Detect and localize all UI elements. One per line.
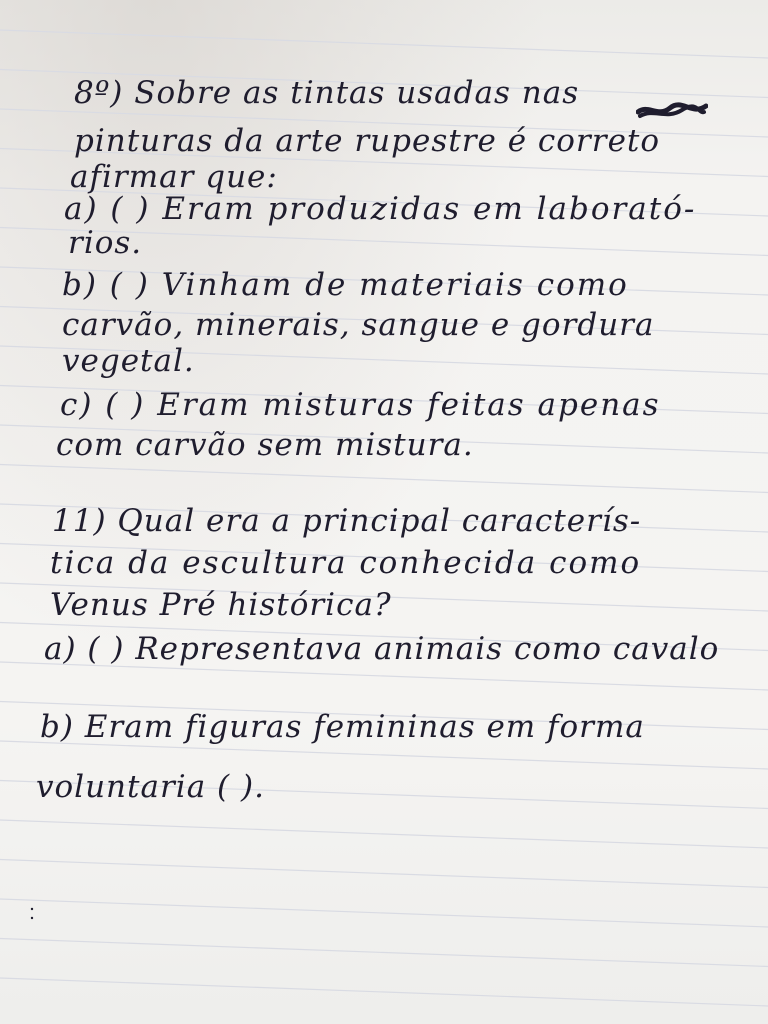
margin-ink-dots xyxy=(30,906,34,924)
option-11a-line-1: a) ( ) Representava animais como cavalo xyxy=(44,631,720,667)
question-8-line-3: afirmar que: xyxy=(70,159,278,195)
option-8c-line-2: com carvão sem mistura. xyxy=(56,427,474,463)
question-8-line-1: 8º) Sobre as tintas usadas nas xyxy=(74,75,580,111)
option-11b-line-1: b) Eram figuras femininas em forma xyxy=(40,709,645,745)
option-8b-line-2: carvão, minerais, sangue e gordura xyxy=(62,307,655,343)
option-8b-line-1: b) ( ) Vinham de materiais como xyxy=(62,267,629,303)
option-8a-line-2: rios. xyxy=(68,225,143,261)
option-8a-line-1: a) ( ) Eram produzidas em laborató- xyxy=(64,191,697,227)
crossed-out-word xyxy=(636,98,708,122)
question-8-line-2: pinturas da arte rupestre é correto xyxy=(74,123,661,159)
question-11-line-1: 11) Qual era a principal caracterís- xyxy=(52,503,642,539)
option-11b-line-2: voluntaria ( ). xyxy=(36,769,265,805)
question-11-line-3: Venus Pré histórica? xyxy=(50,587,392,623)
option-8b-line-3: vegetal. xyxy=(62,343,195,379)
question-11-line-2: tica da escultura conhecida como xyxy=(50,545,642,581)
option-8c-line-1: c) ( ) Eram misturas feitas apenas xyxy=(60,387,661,423)
